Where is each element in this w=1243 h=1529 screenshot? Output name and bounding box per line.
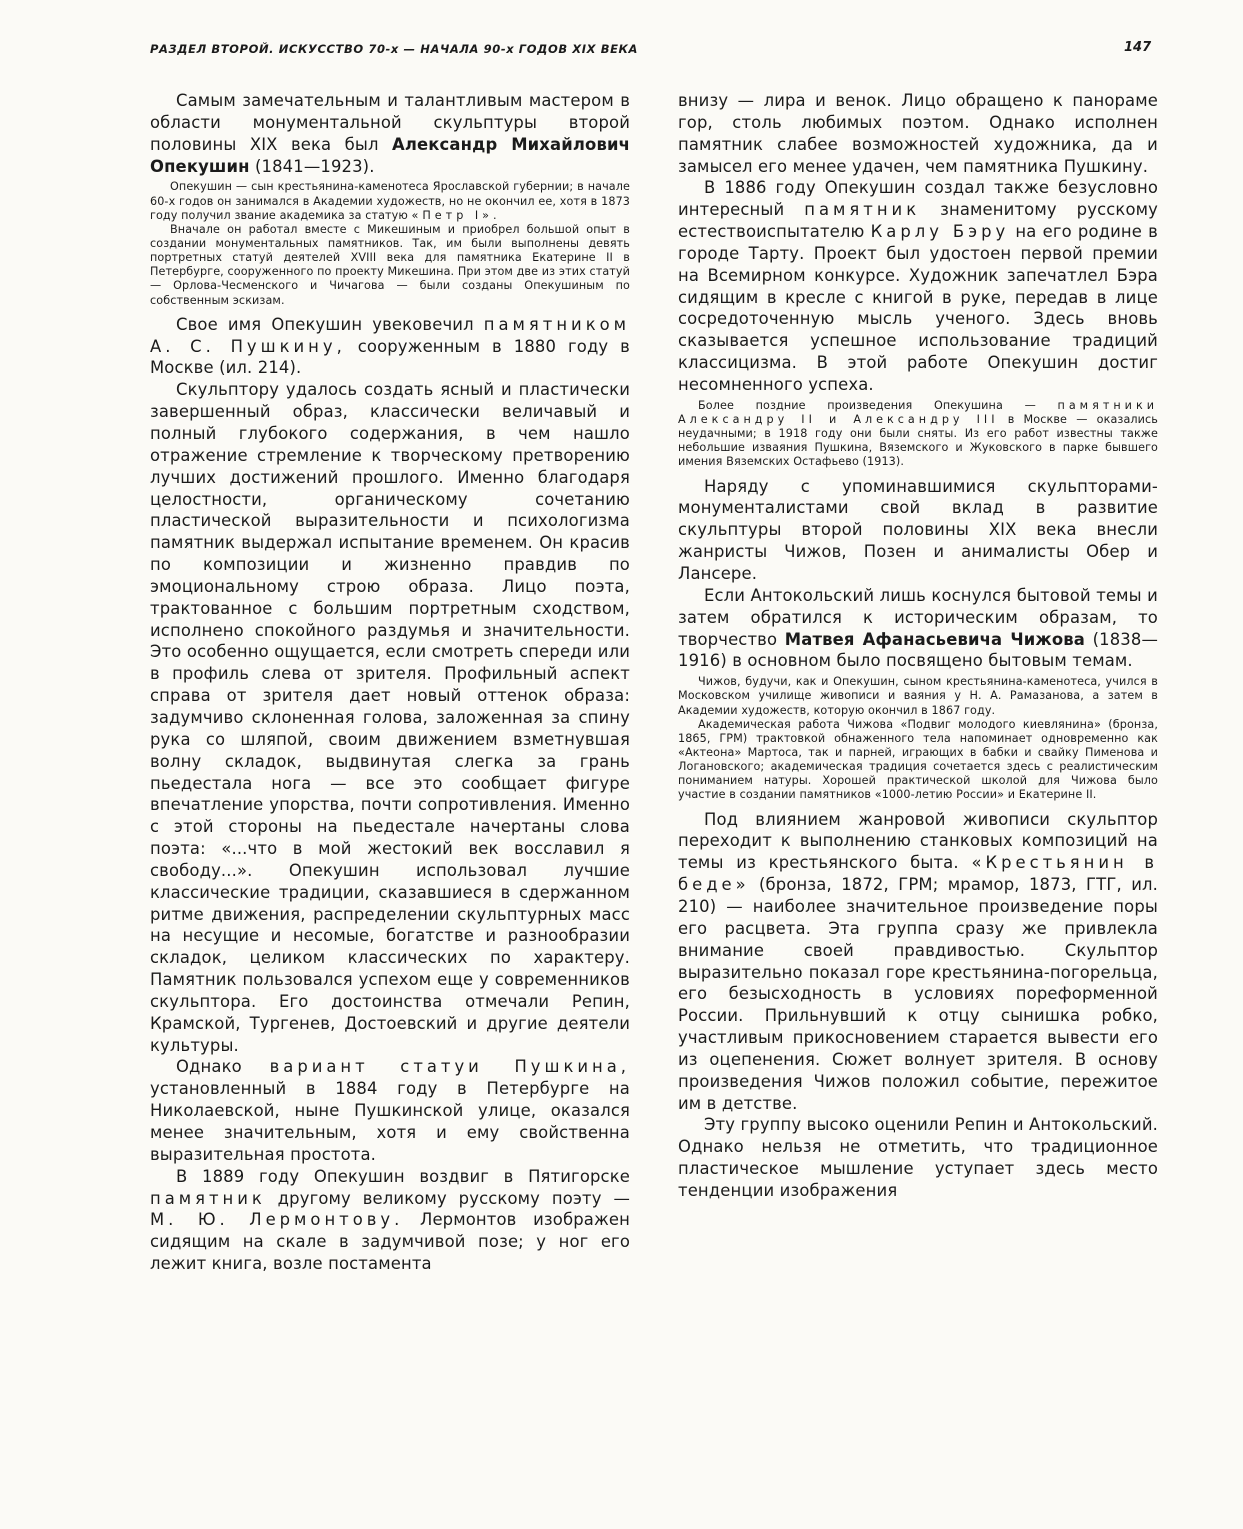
right-text-column	[678, 90, 1158, 1202]
note-opekushin-biography: Опекушин — сын крестьянина-каменотеса Ярославской губернии; в начале 60-х годов он занимался в Академии художеств, но не окончил ее, хотя в 1873 году получил звание академика за статую «Петр I».	[150, 180, 630, 222]
paragraph-lermontov-monument: В 1889 году Опекушин воздвиг в Пятигорске памятник другому великому русскому поэту — М. Ю. Лермонтову. Лермонтов изображен сидящим на скале в задумчивой позе; у ног его лежит книга, возле постамента	[150, 1166, 630, 1274]
page-number: 147	[1124, 40, 1152, 55]
sculptor-name-chizhov: Матвея Афанасьевича Чижова	[784, 629, 1085, 649]
paragraph-baer-monument: В 1886 году Опекушин создал также безусловно интересный памятник знаменитому русскому естествоиспытателю Карлу Бэру на его родине в городе Тарту. Проект был удостоен первой премии на Всемирном конкурсе. Художник запечатлел Бэра сидящим в кресле с книгой в руке, передав в лице сосредоточенную мысль ученого. Здесь вновь сказывается успешное использование традиций классицизма. В этой работе Опекушин достиг несомненного успеха.	[678, 178, 1158, 394]
paragraph-pushkin-analysis: Скульптору удалось создать ясный и пластически завершенный образ, классически величавый и полный глубокого содержания, в чем нашло отражение стремление к творческому претворению лучших достижений прошлого. Именно благодаря целостности, органическому сочетанию пластической выразительности и психологизма памятник выдержал испытание временем. Он красив по композиции и жизненно правдив по эмоциональному строю образа. Лицо поэта, трактованное с большим портретным сходством, исполнено спокойного раздумья и значительности. Это особенно ощущается, если смотреть спереди или в профиль слева от зрителя. Профильный аспект справа от зрителя дает новый оттенок образа: задумчиво склоненная голова, заложенная за спину рука со шляпой, своим движением взметнувшая волну складок, выдвинутая слегка за грань пьедестала нога — все это сообщает фигуре впечатление упорства, почти сопротивления. Именно с этой стороны на пьедестале начертаны слова поэта: «...что в мой жестокий век восславил я свободу...». Опекушин использовал лучшие классические традиции, сказавшиеся в сдержанном ритме движения, распределении скульптурных масс на несущие и несомые, богатстве и разнообразии складок, целиком классических по характеру. Памятник пользовался успехом еще у современников скульптора. Его достоинства отмечали Репин, Крамской, Тургенев, Достоевский и другие деятели культуры.	[150, 380, 630, 1055]
paragraph-pushkin-monument: Свое имя Опекушин увековечил памятником А. С. Пушкину, сооруженным в 1880 году в Москве (ил. 214).	[150, 314, 630, 378]
paragraph-pushkin-variant: Однако вариант статуи Пушкина, установленный в 1884 году в Петербурге на Николаевской, ныне Пушкинской улице, оказался менее значительным, хотя и ему свойственна выразительная простота.	[150, 1057, 630, 1164]
note-chizhov-biography: Чижов, будучи, как и Опекушин, сыном крестьянина-каменотеса, учился в Московском училище живописи и ваяния у Н. А. Рамазанова, а затем в Академии художеств, которую окончил в 1867 году.	[678, 675, 1158, 717]
paragraph-lermontov-continued: внизу — лира и венок. Лицо обращено к панораме гор, столь любимых поэтом. Однако исполнен памятник слабее возможностей художника, да и замысел его менее удачен, чем памятника Пушкину.	[678, 91, 1158, 176]
sculptor-name-opekushin: Александр Михайлович Опекушин	[150, 134, 631, 176]
running-title: РАЗДЕЛ ВТОРОЙ. ИСКУССТВО 70-х — НАЧАЛА 90-х ГОДОВ XIX ВЕКА	[150, 42, 639, 56]
note-chizhov-academic-work: Академическая работа Чижова «Подвиг молодого киевлянина» (бронза, 1865, ГРМ) трактовкой обнаженного тела напоминает одновременно как «Актеона» Мартоса, так и парней, играющих в бабки и свайку Пименова и Логановского; академическая традиция сочетается здесь с реалистическим пониманием натуры. Хорошей практической школой для Чижова было участие в создании памятников «1000-летию России» и Екатерине II.	[678, 717, 1158, 802]
paragraph-other-sculptors: Наряду с упоминавшимися скульпторами-монументалистами свой вклад в развитие скульптуры второй половины XIX века внесли жанристы Чижов, Позен и анималисты Обер и Лансере.	[678, 476, 1158, 583]
paragraph-peasant-in-trouble: Под влиянием жанровой живописи скульптор переходит к выполнению станковых композиций на темы из крестьянского быта. «Крестьянин в беде» (бронза, 1872, ГРМ; мрамор, 1873, ГТГ, ил. 210) — наиболее значительное произведение поры его расцвета. Эта группа сразу же привлекла внимание своей правдивостью. Скульптор выразительно показал горе крестьянина-погорельца, его безысходность в условиях пореформенной России. Прильнувший к отцу сынишка робко, участливым прикосновением старается вывести его из оцепенения. Сюжет волнует зрителя. В основу произведения Чижов положил событие, пережитое им в детстве.	[678, 809, 1158, 1113]
left-text-column	[150, 90, 630, 1275]
note-mikeshin-collaboration: Вначале он работал вместе с Микешиным и приобрел большой опыт в создании монументальных памятников. Так, им были выполнены девять портретных статуй деятелей XVIII века для памятника Екатерине II в Петербурге, сооруженного по проекту Микешина. При этом две из этих статуй — Орлова-Чесменского и Чичагова — были созданы Опекушиным по собственным эскизам.	[150, 222, 630, 307]
paragraph-chizhov-intro: Если Антокольский лишь коснулся бытовой темы и затем обратился к историческим образам, то творчество Матвея Афанасьевича Чижова (1838—1916) в основном было посвящено бытовым темам.	[678, 585, 1158, 671]
note-later-works: Более поздние произведения Опекушина — памятники Александру II и Александру III в Москве — оказались неудачными; в 1918 году они были сняты. Из его работ известны также небольшие изваяния Пушкина, Вяземского и Жуковского в парке бывшего имения Вяземских Остафьево (1913).	[678, 398, 1159, 469]
paragraph-opekushin-intro: Самым замечательным и талантливым мастером в области монументальной скульптуры второй половины XIX века был Александр Михайлович Опекушин (1841—1923).	[150, 91, 631, 176]
paragraph-repin-antokolsky: Эту группу высоко оценили Репин и Антокольский. Однако нельзя не отметить, что традиционное пластическое мышление уступает здесь место тенденции изображения	[678, 1115, 1158, 1200]
